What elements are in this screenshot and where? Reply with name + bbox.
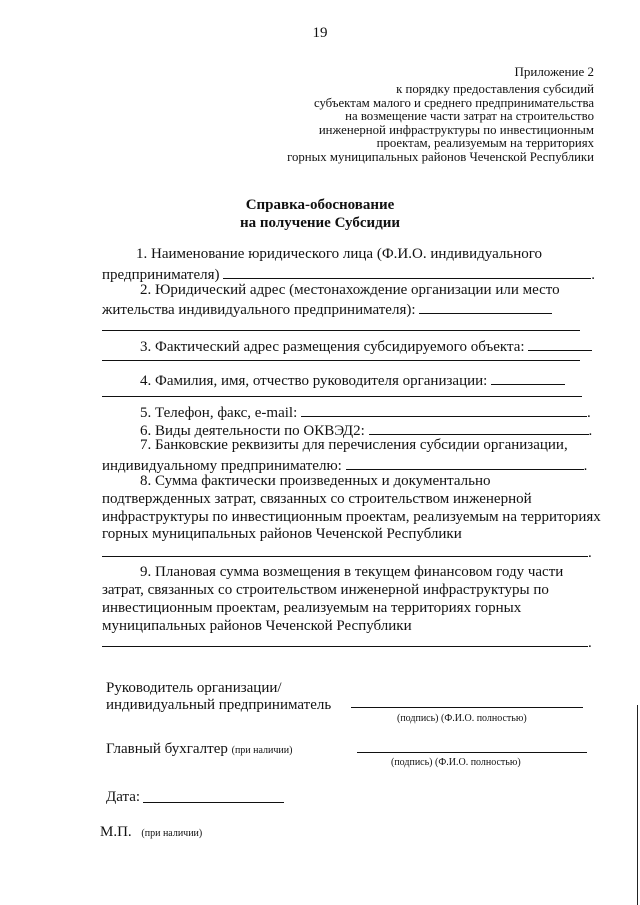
head-signature-caption: (подпись) (Ф.И.О. полностью) bbox=[397, 713, 527, 724]
legal-address-field-cont[interactable] bbox=[102, 317, 580, 331]
item-8-line-4 bbox=[102, 526, 594, 544]
item-9-text: 9. Плановая сумма возмещения в текущем финансовом году части bbox=[140, 564, 564, 581]
legal-address-field[interactable] bbox=[419, 299, 552, 314]
appendix-label: Приложение 2 bbox=[514, 64, 594, 79]
item-2-line-1 bbox=[102, 282, 594, 300]
item-5-line bbox=[102, 402, 594, 420]
period: . bbox=[587, 404, 591, 421]
period: . bbox=[588, 422, 593, 439]
item-8-text-cont: инфраструктуры по инвестиционным проектам, реализуемым на территориях bbox=[102, 508, 601, 525]
contacts-field[interactable] bbox=[301, 402, 587, 417]
item-5-text: 5. Телефон, факс, e-mail: bbox=[140, 404, 298, 421]
actual-costs-field[interactable] bbox=[102, 544, 588, 557]
item-3-line-1 bbox=[102, 336, 594, 354]
head-label: Руководитель организации/ bbox=[106, 680, 282, 696]
date-label: Дата: bbox=[106, 789, 141, 805]
item-1-text: 1. Наименование юридического лица (Ф.И.О. индивидуального bbox=[136, 246, 543, 262]
period: . bbox=[591, 266, 595, 283]
planned-amount-field[interactable] bbox=[102, 636, 588, 647]
appendix-reference-line: проектам, реализуемым на территориях bbox=[376, 136, 594, 151]
item-8-text: 8. Сумма фактически произведенных и документально bbox=[140, 472, 491, 489]
accountant-label-row bbox=[106, 741, 292, 758]
head-signature-line[interactable] bbox=[351, 707, 583, 708]
okved-field[interactable] bbox=[369, 420, 589, 435]
actual-address-field[interactable] bbox=[528, 336, 592, 351]
item-2-line-3 bbox=[102, 317, 594, 332]
document-title: Справка-обоснование bbox=[245, 197, 395, 213]
item-6-line bbox=[102, 420, 594, 438]
document-subtitle: на получение Субсидии bbox=[240, 215, 400, 231]
appendix-reference-line: горных муниципальных районов Чеченской Республики bbox=[287, 149, 594, 164]
item-1-text-cont: предпринимателя) bbox=[102, 266, 220, 283]
item-9-text-cont: инвестиционным проектам, реализуемым на территориях горных bbox=[102, 599, 522, 616]
accountant-label: Главный бухгалтер bbox=[106, 741, 228, 757]
appendix-reference-line: к порядку предоставления субсидий bbox=[396, 82, 594, 96]
form-body bbox=[102, 246, 601, 655]
item-9-line-5 bbox=[102, 635, 594, 655]
accountant-signature-caption: (подпись) (Ф.И.О. полностью) bbox=[391, 757, 521, 768]
item-9-line-1 bbox=[102, 564, 594, 582]
head-name-field-cont[interactable] bbox=[102, 388, 582, 397]
item-2-text-cont: жительства индивидуального предпринимателя): bbox=[102, 302, 416, 319]
stamp-row bbox=[100, 824, 202, 841]
period: . bbox=[588, 545, 592, 562]
item-3-line-2 bbox=[102, 354, 594, 370]
item-1-line-2 bbox=[102, 264, 594, 282]
item-3-text: 3. Фактический адрес размещения субсидируемого объекта: bbox=[140, 339, 525, 356]
legal-entity-name-field[interactable] bbox=[223, 264, 591, 279]
appendix-reference-line: субъектам малого и среднего предпринимательства bbox=[313, 95, 594, 110]
period: . bbox=[588, 635, 592, 652]
appendix-reference bbox=[234, 83, 594, 165]
item-7-text: 7. Банковские реквизиты для перечисления субсидии организации, bbox=[140, 437, 568, 454]
item-8-line-3 bbox=[102, 508, 601, 527]
item-7-line-2 bbox=[102, 455, 594, 473]
item-9-text-cont: муниципальных районов Чеченской Республики bbox=[102, 617, 412, 634]
item-9-line-4 bbox=[102, 618, 594, 636]
item-1-line-1 bbox=[102, 246, 594, 264]
item-2-text: 2. Юридический адрес (местонахождение организации или место bbox=[140, 281, 560, 298]
item-4-line-2 bbox=[102, 388, 594, 402]
item-7-text-cont: индивидуальному предпринимателю: bbox=[102, 458, 342, 475]
item-9-text-cont: затрат, связанных со строительством инженерной инфраструктуры по bbox=[102, 581, 549, 598]
item-9-line-2 bbox=[102, 582, 594, 600]
page-number: 19 bbox=[312, 25, 328, 41]
appendix-reference-line: на возмещение части затрат на строительство bbox=[345, 109, 594, 124]
item-6-text: 6. Виды деятельности по ОКВЭД2: bbox=[140, 422, 365, 439]
item-8-line-5 bbox=[102, 544, 594, 564]
head-name-field[interactable] bbox=[491, 370, 565, 385]
item-4-line-1 bbox=[102, 370, 594, 388]
appendix-reference-line: инженерной инфраструктуры по инвестиционным bbox=[318, 122, 594, 137]
scan-edge-line bbox=[637, 705, 638, 905]
item-9-line-3 bbox=[102, 600, 594, 618]
item-8-line-1 bbox=[102, 473, 594, 491]
accountant-signature-line[interactable] bbox=[357, 752, 587, 753]
item-8-line-2 bbox=[102, 491, 594, 509]
bank-details-field[interactable] bbox=[346, 455, 584, 470]
item-4-text: 4. Фамилия, имя, отчество руководителя организации: bbox=[140, 372, 488, 389]
item-7-line-1 bbox=[102, 437, 594, 455]
accountant-note: (при наличии) bbox=[231, 745, 293, 756]
period: . bbox=[583, 458, 588, 475]
actual-address-field-cont[interactable] bbox=[102, 354, 580, 361]
stamp-note: (при наличии) bbox=[141, 828, 203, 839]
item-2-line-2 bbox=[102, 299, 594, 317]
head-label-cont: индивидуальный предприниматель bbox=[106, 697, 332, 713]
item-8-text-cont: горных муниципальных районов Чеченской Республики bbox=[102, 526, 462, 543]
stamp-label: М.П. bbox=[100, 824, 132, 840]
date-field[interactable] bbox=[143, 802, 284, 803]
item-8-text-cont: подтвержденных затрат, связанных со строительством инженерной bbox=[102, 490, 532, 507]
